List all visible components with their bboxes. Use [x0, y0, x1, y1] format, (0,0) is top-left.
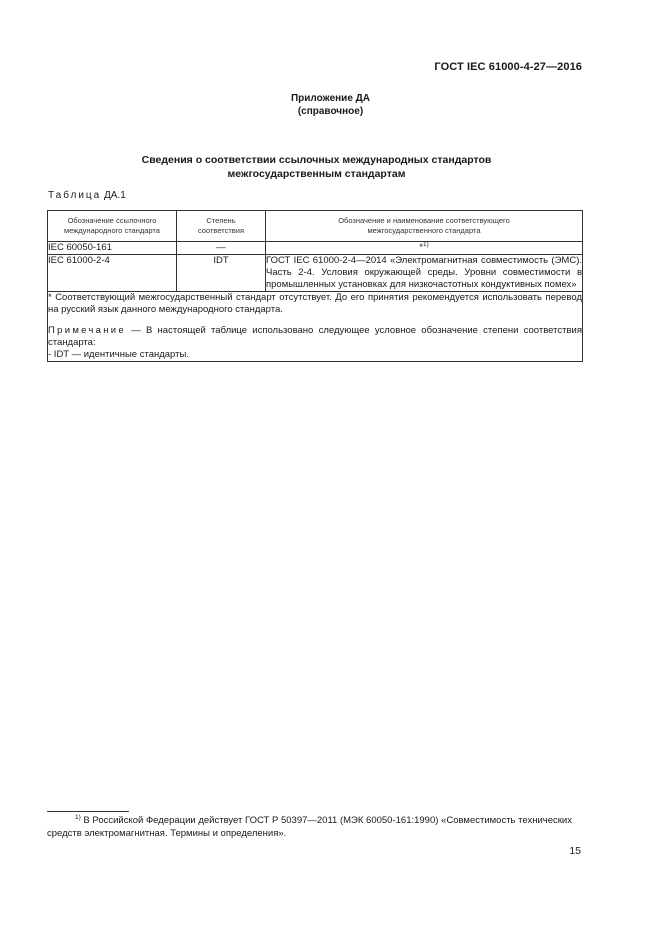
footnote — [47, 815, 583, 840]
section-title-line1: Сведения о соответствии ссылочных международных стандартов — [141, 154, 492, 166]
cell-degree: IDT — [177, 255, 266, 292]
annex-title — [0, 92, 661, 118]
annex-heading: Приложение ДА — [290, 93, 371, 104]
section-title-line2: межгосударственным стандартам — [227, 168, 406, 180]
table-caption — [48, 190, 126, 201]
header-col3-line1: Обозначение и наименование соответствующего — [338, 216, 510, 225]
section-title — [0, 153, 633, 181]
page-number: 15 — [569, 845, 581, 857]
footnote-ref-mark: 1) — [422, 240, 429, 248]
reference-standards-table — [47, 210, 583, 362]
footnote-mark: 1) — [75, 813, 81, 821]
table-caption-id: ДА.1 — [104, 190, 126, 201]
header-col1-line2: международного стандарта — [64, 226, 160, 235]
footnote-separator — [47, 811, 129, 812]
cell-degree: — — [177, 242, 266, 255]
header-col2-line2: соответствия — [197, 226, 245, 235]
footnote-text: В Российской Федерации действует ГОСТ Р 50397—2011 (МЭК 60050-161:1990) «Совместимость технических средств электромагнитная. Термины и определения». — [47, 815, 572, 839]
table-row — [48, 255, 583, 292]
table-header-row — [48, 211, 583, 242]
note-text: — В настоящей таблице использовано следующее условное обозначение степени соответствия стандарта: — [48, 325, 582, 348]
cell-standard-text: * — [419, 242, 423, 253]
header-interstate-standard — [266, 211, 583, 242]
header-col1-line1: Обозначение ссылочного — [67, 216, 157, 225]
cell-standard — [266, 242, 583, 255]
note-label: Примечание — [48, 325, 126, 336]
cell-standard: ГОСТ IEC 61000-2-4—2014 «Электромагнитная совместимость (ЭМС). Часть 2-4. Условия окружающей среды. Уровни совместимости в промышленных установках для низкочастотных кондуктивных помех» — [266, 255, 582, 290]
table-footer-row — [48, 292, 583, 362]
table-caption-prefix: Таблица — [48, 190, 102, 201]
cell-ref: IEC 61000-2-4 — [48, 255, 177, 292]
annex-subtitle: (справочное) — [297, 106, 364, 117]
asterisk-note: * Соответствующий межгосударственный стандарт отсутствует. До его принятия рекомендуется использовать перевод на русский язык данного международного стандарта. — [48, 292, 582, 315]
header-col3-line2: межгосударственного стандарта — [367, 226, 481, 235]
document-header-id: ГОСТ IEC 61000-4-27—2016 — [434, 61, 582, 73]
header-degree — [177, 211, 266, 242]
table-row — [48, 242, 583, 255]
header-ref-standard — [48, 211, 177, 242]
header-col2-line1: Степень — [206, 216, 236, 225]
note-item: - IDT — идентичные стандарты. — [48, 349, 189, 360]
cell-ref: IEC 60050-161 — [48, 242, 177, 255]
table-footer-cell — [48, 292, 583, 362]
table-note — [48, 325, 582, 349]
